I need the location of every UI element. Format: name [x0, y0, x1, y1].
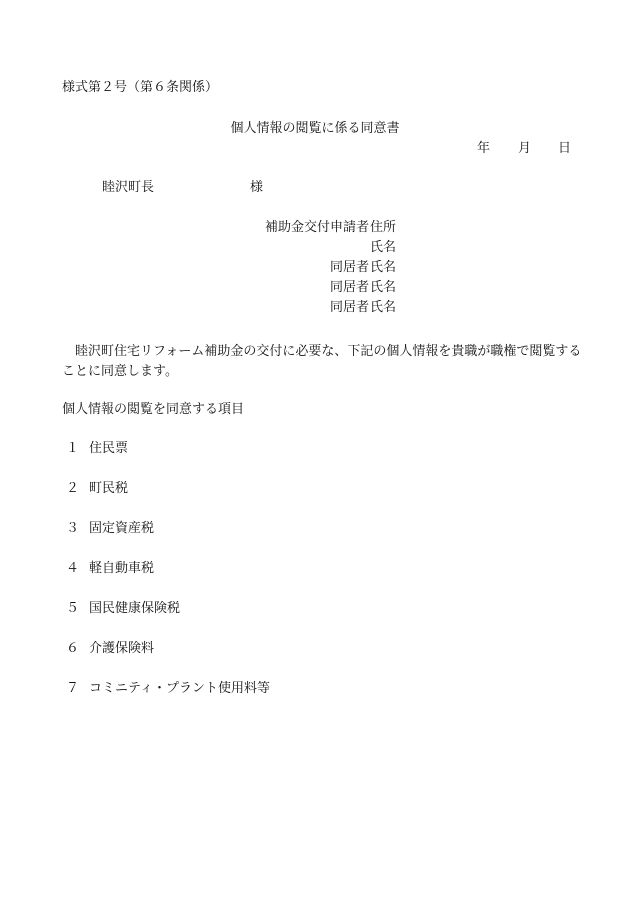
list-item: 介護保険料 [89, 641, 155, 656]
date-year-label: 年 [477, 141, 491, 156]
list-item: 国民健康保険税 [89, 601, 181, 616]
addressee-name: 睦沢町長 [102, 180, 155, 195]
list-item: 町民税 [89, 481, 129, 496]
list-item-number: ２ [66, 481, 80, 496]
party-field-label: 氏名 [370, 280, 397, 295]
party-field-label: 住所 [370, 220, 397, 235]
list-item: コミニティ・プラント使用料等 [89, 681, 270, 696]
list-item-number: ３ [66, 521, 80, 536]
list-item: 固定資産税 [89, 521, 155, 536]
list-item-number: １ [66, 441, 80, 456]
party-role: 補助金交付申請者 [264, 220, 369, 235]
items-heading: 個人情報の閲覧を同意する項目 [62, 402, 245, 417]
consent-statement: 睦沢町住宅リフォーム補助金の交付に必要な、下記の個人情報を貴職が職権で閲覧することに同意します。 [62, 344, 582, 379]
party-role: 同居者 [329, 260, 369, 275]
form-number: 様式第２号（第６条関係） [62, 80, 219, 95]
list-item: 住民票 [89, 441, 129, 456]
list-item-number: ４ [66, 561, 80, 576]
party-field-label: 氏名 [370, 300, 397, 315]
document-title: 個人情報の閲覧に係る同意書 [230, 121, 400, 136]
party-field-label: 氏名 [370, 260, 397, 275]
list-item-number: ７ [66, 681, 80, 696]
party-field-label: 氏名 [370, 240, 397, 255]
list-item-number: ５ [66, 601, 80, 616]
party-role: 同居者 [329, 280, 369, 295]
party-role: 同居者 [329, 300, 369, 315]
list-item: 軽自動車税 [89, 561, 155, 576]
date-day-label: 日 [558, 141, 572, 156]
date-month-label: 月 [518, 141, 532, 156]
list-item-number: ６ [66, 641, 80, 656]
addressee-honorific: 様 [250, 180, 264, 195]
